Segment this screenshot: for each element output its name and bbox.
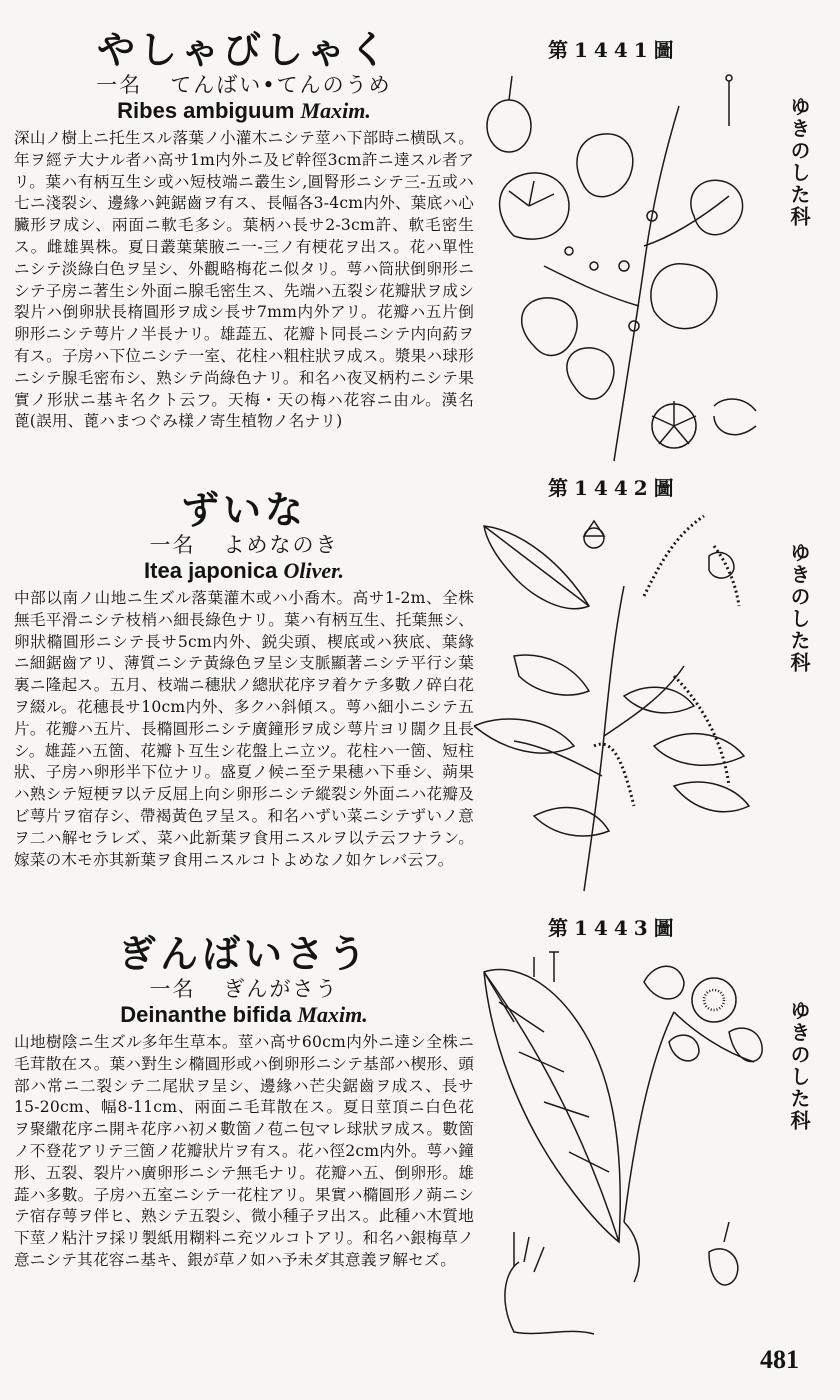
- entry-1443: [0, 910, 840, 1400]
- description: 山地樹陰ニ生ズル多年生草本。莖ハ高サ60cm内外ニ達シ全株ニ毛茸散在ス。葉ハ對生シ橢圓形或ハ倒卵形ニシテ基部ハ楔形、頭部ハ常ニ二裂シテ二尾狀ヲ呈シ、邊緣ハ芒尖鋸齒ヲ成ス、長サ15-20cm、幅8-11cm、兩面ニ毛茸散在ス。夏日莖頂ニ白色花ヲ聚繖花序ニ開キ花序ハ初メ數箇ノ苞ニ包マレ球狀ヲ成ス。數箇ノ不登花アリテ三箇ノ花瓣狀片ヲ有ス。花ハ徑2cm内外。萼ハ鐘形、五裂、裂片ハ廣卵形ニシテ無毛ナリ。花瓣ハ五、倒卵形。雄蕋ハ多數。子房ハ五室ニシテ一花柱アリ。果實ハ橢圓形ノ蒴ニシテ宿存萼ヲ伴ヒ、熟シテ五裂シ、微小種子ヲ出ス。此種ハ木質地下莖ノ粘汁ヲ採リ製紙用糊料ニ充ツルコトアリ。和名ハ銀梅草ノ意ニシテ其花容ニ基キ、銀が草ノ如ハ予未ダ其意義ヲ解セズ。: [14, 1033, 475, 1269]
- alt-prefix: 一名: [149, 977, 196, 1001]
- itea-illustration: [474, 506, 774, 896]
- alt-name-text: ぎんがさう: [223, 977, 339, 1001]
- deinanthe-illustration: [474, 942, 774, 1342]
- family-label: ゆきのした科: [787, 96, 811, 228]
- alternate-name: [14, 976, 474, 1002]
- alt-prefix: 一名: [149, 533, 196, 557]
- figure-label: 第1443圖: [548, 916, 680, 940]
- binomial: Deinanthe bifida: [120, 1002, 292, 1027]
- description: 深山ノ樹上ニ托生スル落葉ノ小灌木ニシテ莖ハ下部時ニ横臥ス。年ヲ經テ大ナル者ハ高サ1m内外ニ及ビ幹徑3cm許ニ達スル者アリ。葉ハ有柄互生シ或ハ短枝端ニ叢生シ,圓腎形ニシテ三-五或ハ七ニ淺裂シ、邊緣ハ鈍鋸齒ヲ有ス、長幅各3-4cm内外、葉底ハ心臟形ヲ成シ、兩面ニ軟毛多シ。葉柄ハ長サ2-3cm許、軟毛密生ス。雌雄異株。夏日叢葉葉腋ニ一-三ノ有梗花ヲ出ス。花ハ單性ニシテ淡綠白色ヲ呈シ、外觀略梅花ニ似タリ。萼ハ筒狀倒卵形ニシテ子房ニ著生シ外面ニ腺毛密生ス、先端ハ五裂シ花瓣狀ヲ成シ裂片ハ倒卵狀長楕圓形ヲ成シ長サ7mm内外アリ。花瓣ハ五片倒卵形ニシテ萼片ノ半長ナリ。雄蕋五、花瓣ト同長ニシテ内向葯ヲ有ス。子房ハ下位ニシテ一室、花柱ハ粗柱狀ヲ成ス。漿果ハ球形ニシテ腺毛密布シ、熟シテ尚綠色ナリ。和名ハ夜叉柄杓ニシテ果實ノ形狀ニ基キ名クト云フ。天梅・天の梅ハ花容ニ由ル。漢名 蓖(誤用、蓖ハまつぐみ樣ノ寄生植物ノ名ナリ): [14, 129, 474, 431]
- alternate-name: [14, 532, 474, 558]
- author: Maxim.: [297, 1002, 368, 1027]
- scientific-name: [14, 558, 474, 584]
- japanese-name: やしゃびしゃく: [96, 27, 391, 72]
- japanese-name: ずいな: [180, 487, 307, 532]
- alternate-name: [14, 72, 474, 98]
- description: 中部以南ノ山地ニ生ズル落葉灌木或ハ小喬木。高サ1-2m、全株無毛平滑ニシテ枝梢ハ細長綠色ナリ。葉ハ有柄互生、托葉無シ、卵狀橢圓形ニシテ長サ5cm内外、鋭尖頭、楔底或ハ狹底、葉緣ニ細鋸齒アリ、薄質ニシテ黃綠色ヲ呈シ支脈顯著ニシテ平行シ葉裏ニ隆起ス。五月、枝端ニ穗狀ノ總狀花序ヲ着ケテ多數ノ碎白花ヲ綴ル。花穗長サ10cm内外、多クハ斜傾ス。萼ハ細小ニシテ五片。花瓣ハ五片、長橢圓形ニシテ廣鐘形ヲ成シ萼片ヨリ闊ク且長シ。雄蕋ハ五箇、花瓣ト互生シ花盤上ニ立ツ。花柱ハ一箇、短柱狀、子房ハ卵形半下位ナリ。盛夏ノ候ニ至テ果穗ハ下垂シ、蒴果ハ熟シテ短梗ヲ以テ反屈上向シ卵形ニシテ縱裂シ外面ニハ花瓣及ビ萼片ヲ宿存シ、帶褐黃色ヲ呈ス。和名ハずい菜ニシテずいノ意ヲ二ハ解セラレズ、菜ハ此新葉ヲ食用ニスルヲ以テ云フナラン。嫁菜の木モ亦其新葉ヲ食用ニスルコトよめなノ如ケレバ云フ。: [14, 589, 474, 869]
- figure-label: 第1441圖: [548, 38, 680, 62]
- ribes-illustration: [474, 66, 774, 466]
- entry-text: [14, 932, 474, 1272]
- entry-1441: [0, 0, 840, 470]
- alt-name-text: よめなのき: [223, 533, 339, 557]
- scientific-name: [14, 1002, 474, 1028]
- entry-1442: [0, 470, 840, 910]
- entry-text: [14, 28, 474, 433]
- alt-name-text: てんばい•てんのうめ: [170, 73, 392, 97]
- scientific-name: [14, 98, 474, 124]
- family-label: ゆきのした科: [787, 1000, 811, 1132]
- figure-label: 第1442圖: [548, 476, 680, 500]
- family-label: ゆきのした科: [787, 542, 811, 674]
- japanese-name: ぎんばいさう: [117, 931, 370, 976]
- binomial: Ribes ambiguum: [117, 98, 295, 123]
- author: Oliver.: [283, 558, 344, 583]
- alt-prefix: 一名: [96, 73, 143, 97]
- entry-text: [14, 488, 474, 871]
- author: Maxim.: [300, 98, 371, 123]
- binomial: Itea japonica: [144, 558, 278, 583]
- page-number: 481: [760, 1345, 799, 1374]
